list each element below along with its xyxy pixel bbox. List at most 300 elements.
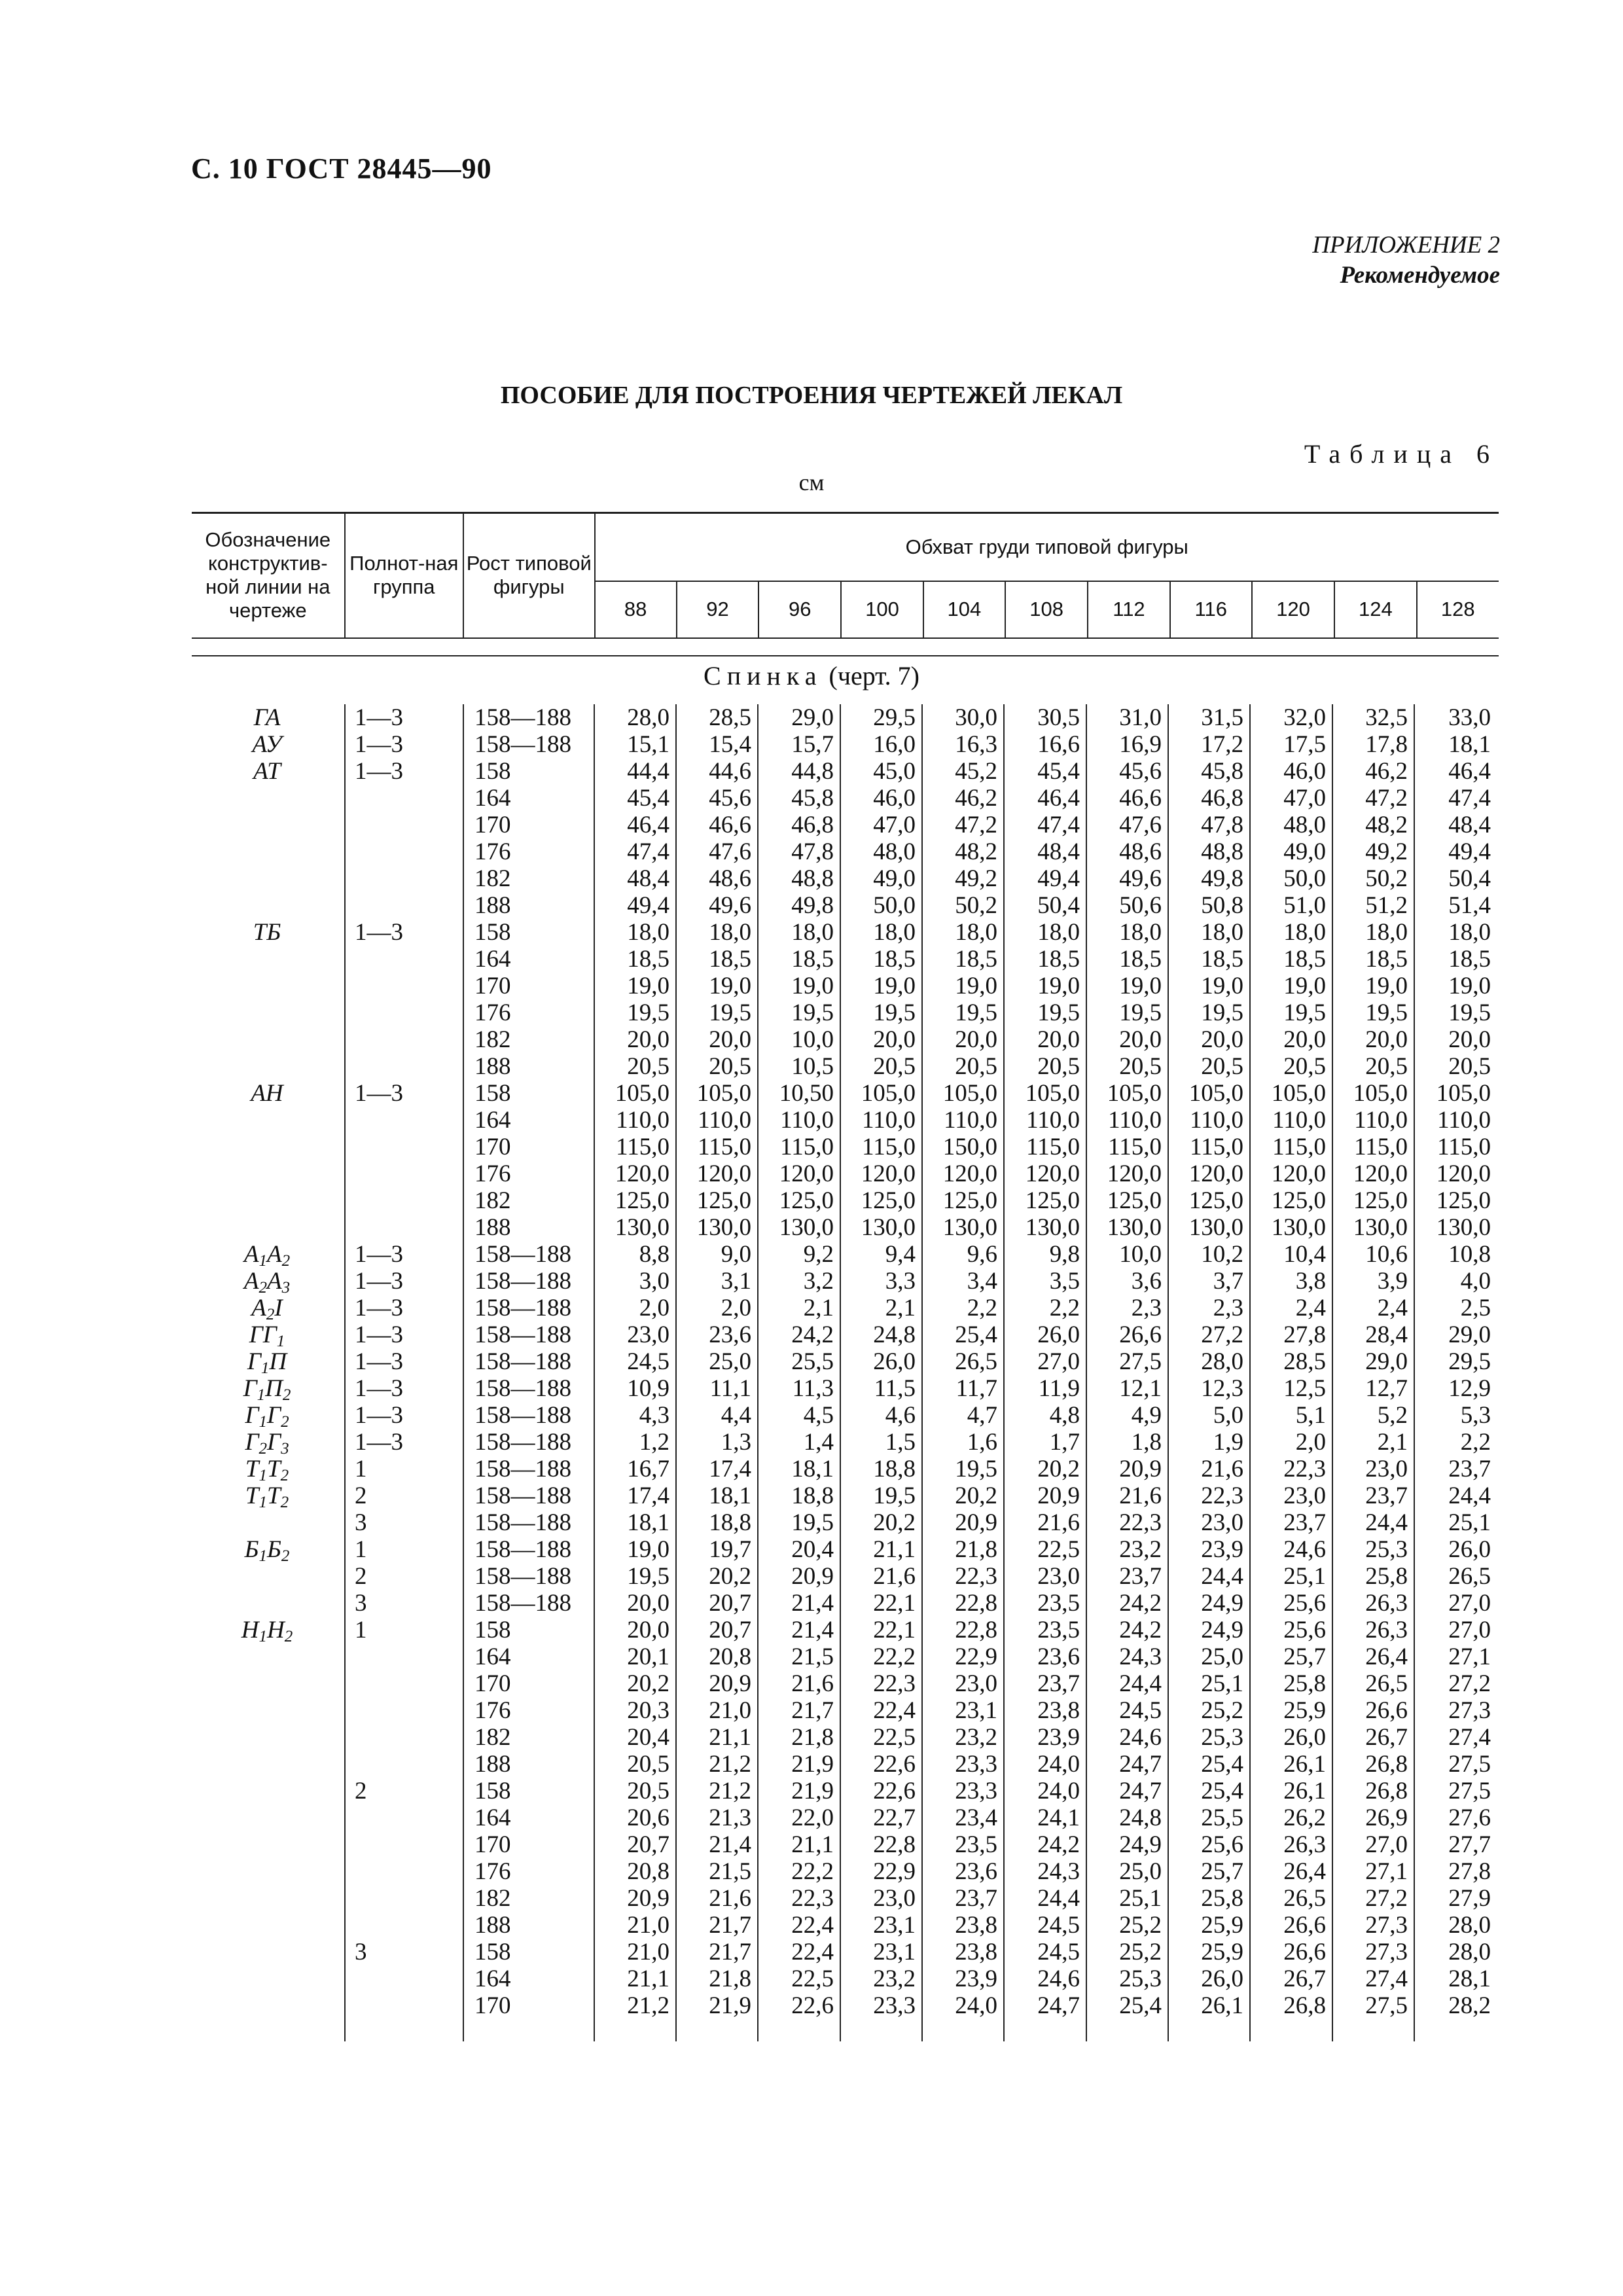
value-cell: 20,0 xyxy=(1283,1026,1326,1053)
value-cell: 130,0 xyxy=(942,1214,997,1241)
value-cell: 20,9 xyxy=(1119,1456,1162,1482)
value-cell: 22,5 xyxy=(791,1965,834,1992)
value-cell: 20,9 xyxy=(709,1670,751,1697)
value-cell: 18,5 xyxy=(1365,946,1408,973)
value-cell: 2,4 xyxy=(1295,1295,1326,1321)
value-cell: 23,4 xyxy=(955,1804,997,1831)
value-cell: 120,0 xyxy=(1271,1160,1326,1187)
value-cell: 51,2 xyxy=(1365,892,1408,919)
value-cell: 21,2 xyxy=(709,1751,751,1778)
value-cell: 29,5 xyxy=(873,704,916,731)
value-cell: 26,5 xyxy=(955,1348,997,1375)
value-cell: 19,5 xyxy=(791,999,834,1026)
value-cell: 19,0 xyxy=(1201,973,1243,999)
value-cell: 46,6 xyxy=(1119,785,1162,812)
table-row xyxy=(192,1160,1499,1187)
value-cell: 20,0 xyxy=(627,1617,669,1643)
group-cell: 1—3 xyxy=(355,1268,403,1295)
table-row xyxy=(192,1241,1499,1268)
value-cell: 23,3 xyxy=(955,1751,997,1778)
value-cell: 19,5 xyxy=(791,1509,834,1536)
value-cell: 29,0 xyxy=(791,704,834,731)
value-cell: 26,6 xyxy=(1119,1321,1162,1348)
value-cell: 21,6 xyxy=(1037,1509,1080,1536)
height-cell: 176 xyxy=(474,1858,511,1885)
value-cell: 18,0 xyxy=(1365,919,1408,946)
value-cell: 23,2 xyxy=(1119,1536,1162,1563)
value-cell: 28,0 xyxy=(1448,1912,1491,1939)
value-cell: 20,2 xyxy=(1037,1456,1080,1482)
value-cell: 23,9 xyxy=(955,1965,997,1992)
value-cell: 23,5 xyxy=(1037,1590,1080,1617)
value-cell: 19,5 xyxy=(1283,999,1326,1026)
value-cell: 27,2 xyxy=(1201,1321,1243,1348)
group-cell: 1—3 xyxy=(355,731,403,758)
value-cell: 22,1 xyxy=(873,1617,916,1643)
value-cell: 25,4 xyxy=(1119,1992,1162,2019)
value-cell: 25,3 xyxy=(1119,1965,1162,1992)
value-cell: 19,0 xyxy=(627,1536,669,1563)
value-cell: 4,5 xyxy=(803,1402,834,1429)
value-cell: 25,8 xyxy=(1201,1885,1243,1912)
value-cell: 22,3 xyxy=(791,1885,834,1912)
value-cell: 18,0 xyxy=(1201,919,1243,946)
value-cell: 16,6 xyxy=(1037,731,1080,758)
height-cell: 158—188 xyxy=(474,1482,571,1509)
height-cell: 158 xyxy=(474,919,511,946)
value-cell: 45,8 xyxy=(791,785,834,812)
section-ref: (черт. 7) xyxy=(829,661,919,691)
value-cell: 26,5 xyxy=(1448,1563,1491,1590)
height-cell: 176 xyxy=(474,838,511,865)
value-cell: 23,6 xyxy=(709,1321,751,1348)
table-row xyxy=(192,1134,1499,1160)
height-cell: 158—188 xyxy=(474,1375,571,1402)
value-cell: 120,0 xyxy=(1025,1160,1080,1187)
value-cell: 26,1 xyxy=(1283,1751,1326,1778)
value-cell: 27,5 xyxy=(1119,1348,1162,1375)
value-cell: 24,0 xyxy=(1037,1751,1080,1778)
group-cell: 3 xyxy=(355,1939,367,1965)
column-header-designation: Обозначение конструктив-ной линии на чертеже xyxy=(192,513,345,638)
value-cell: 2,0 xyxy=(639,1295,669,1321)
value-cell: 27,8 xyxy=(1283,1321,1326,1348)
girth-value-header: 124 xyxy=(1334,581,1416,638)
value-cell: 47,0 xyxy=(873,812,916,838)
appendix-block xyxy=(1312,230,1500,291)
value-cell: 23,5 xyxy=(955,1831,997,1858)
value-cell: 49,6 xyxy=(709,892,751,919)
value-cell: 1,3 xyxy=(721,1429,751,1456)
table-row xyxy=(192,1375,1499,1402)
value-cell: 2,3 xyxy=(1213,1295,1243,1321)
value-cell: 25,6 xyxy=(1283,1617,1326,1643)
value-cell: 20,9 xyxy=(1037,1482,1080,1509)
value-cell: 26,6 xyxy=(1365,1697,1408,1724)
height-cell: 170 xyxy=(474,1831,511,1858)
value-cell: 24,9 xyxy=(1119,1831,1162,1858)
value-cell: 22,4 xyxy=(873,1697,916,1724)
value-cell: 27,4 xyxy=(1365,1965,1408,1992)
designation-cell: АТ xyxy=(253,758,281,785)
value-cell: 22,6 xyxy=(873,1778,916,1804)
value-cell: 19,5 xyxy=(1448,999,1491,1026)
value-cell: 26,4 xyxy=(1283,1858,1326,1885)
table-row xyxy=(192,1804,1499,1831)
value-cell: 22,8 xyxy=(955,1590,997,1617)
column-header-girth: Обхват груди типовой фигуры xyxy=(595,513,1499,581)
table-row xyxy=(192,1724,1499,1751)
value-cell: 27,7 xyxy=(1448,1831,1491,1858)
value-cell: 27,5 xyxy=(1448,1751,1491,1778)
table-row xyxy=(192,892,1499,919)
value-cell: 12,7 xyxy=(1365,1375,1408,1402)
group-cell: 1—3 xyxy=(355,1295,403,1321)
value-cell: 12,3 xyxy=(1201,1375,1243,1402)
value-cell: 24,8 xyxy=(1119,1804,1162,1831)
value-cell: 16,9 xyxy=(1119,731,1162,758)
value-cell: 19,5 xyxy=(1201,999,1243,1026)
value-cell: 10,9 xyxy=(627,1375,669,1402)
value-cell: 24,4 xyxy=(1448,1482,1491,1509)
girth-value-header: 108 xyxy=(1005,581,1088,638)
value-cell: 20,5 xyxy=(1365,1053,1408,1080)
document-header: С. 10 ГОСТ 28445—90 xyxy=(191,152,492,185)
value-cell: 21,6 xyxy=(1119,1482,1162,1509)
height-cell: 182 xyxy=(474,1026,511,1053)
height-cell: 158 xyxy=(474,1778,511,1804)
value-cell: 21,0 xyxy=(709,1697,751,1724)
value-cell: 20,5 xyxy=(1037,1053,1080,1080)
group-cell: 2 xyxy=(355,1563,367,1590)
value-cell: 110,0 xyxy=(616,1107,669,1134)
value-cell: 48,4 xyxy=(1037,838,1080,865)
value-cell: 20,0 xyxy=(873,1026,916,1053)
value-cell: 23,7 xyxy=(1037,1670,1080,1697)
table-row xyxy=(192,1751,1499,1778)
value-cell: 23,2 xyxy=(955,1724,997,1751)
height-cell: 188 xyxy=(474,1053,511,1080)
value-cell: 5,0 xyxy=(1213,1402,1243,1429)
page-title: ПОСОБИЕ ДЛЯ ПОСТРОЕНИЯ ЧЕРТЕЖЕЙ ЛЕКАЛ xyxy=(500,382,1123,409)
value-cell: 12,1 xyxy=(1119,1375,1162,1402)
value-cell: 27,6 xyxy=(1448,1804,1491,1831)
value-cell: 18,1 xyxy=(791,1456,834,1482)
value-cell: 9,8 xyxy=(1049,1241,1080,1268)
value-cell: 26,0 xyxy=(1037,1321,1080,1348)
value-cell: 4,4 xyxy=(721,1402,751,1429)
value-cell: 26,0 xyxy=(1201,1965,1243,1992)
value-cell: 26,5 xyxy=(1283,1885,1326,1912)
height-cell: 182 xyxy=(474,1187,511,1214)
value-cell: 23,8 xyxy=(955,1912,997,1939)
value-cell: 28,1 xyxy=(1448,1965,1491,1992)
value-cell: 22,3 xyxy=(873,1670,916,1697)
designation-cell: ГА xyxy=(253,704,281,731)
height-cell: 176 xyxy=(474,1160,511,1187)
value-cell: 9,4 xyxy=(885,1241,916,1268)
value-cell: 26,5 xyxy=(1365,1670,1408,1697)
value-cell: 5,2 xyxy=(1377,1402,1408,1429)
height-cell: 176 xyxy=(474,1697,511,1724)
table-row xyxy=(192,1590,1499,1617)
value-cell: 20,1 xyxy=(627,1643,669,1670)
table-row xyxy=(192,1107,1499,1134)
value-cell: 25,2 xyxy=(1119,1912,1162,1939)
value-cell: 2,1 xyxy=(885,1295,916,1321)
value-cell: 24,7 xyxy=(1119,1778,1162,1804)
value-cell: 105,0 xyxy=(696,1080,751,1107)
table-row xyxy=(192,1026,1499,1053)
value-cell: 30,0 xyxy=(955,704,997,731)
value-cell: 46,8 xyxy=(791,812,834,838)
value-cell: 27,2 xyxy=(1365,1885,1408,1912)
value-cell: 19,7 xyxy=(709,1536,751,1563)
value-cell: 27,0 xyxy=(1037,1348,1080,1375)
height-cell: 158—188 xyxy=(474,1456,571,1482)
value-cell: 23,3 xyxy=(955,1778,997,1804)
value-cell: 3,7 xyxy=(1213,1268,1243,1295)
value-cell: 26,0 xyxy=(873,1348,916,1375)
value-cell: 22,4 xyxy=(791,1912,834,1939)
height-cell: 182 xyxy=(474,865,511,892)
value-cell: 20,0 xyxy=(955,1026,997,1053)
value-cell: 22,2 xyxy=(791,1858,834,1885)
value-cell: 24,2 xyxy=(791,1321,834,1348)
value-cell: 45,6 xyxy=(709,785,751,812)
height-cell: 158—188 xyxy=(474,1295,571,1321)
value-cell: 115,0 xyxy=(1437,1134,1491,1160)
value-cell: 46,0 xyxy=(873,785,916,812)
value-cell: 25,4 xyxy=(955,1321,997,1348)
value-cell: 110,0 xyxy=(944,1107,997,1134)
value-cell: 11,3 xyxy=(792,1375,834,1402)
value-cell: 19,5 xyxy=(955,1456,997,1482)
value-cell: 18,5 xyxy=(1037,946,1080,973)
section-name: Спинка xyxy=(704,661,823,691)
value-cell: 21,1 xyxy=(709,1724,751,1751)
value-cell: 27,9 xyxy=(1448,1885,1491,1912)
value-cell: 9,2 xyxy=(803,1241,834,1268)
value-cell: 48,6 xyxy=(709,865,751,892)
value-cell: 20,6 xyxy=(627,1804,669,1831)
value-cell: 50,4 xyxy=(1448,865,1491,892)
value-cell: 50,2 xyxy=(955,892,997,919)
value-cell: 130,0 xyxy=(615,1214,669,1241)
value-cell: 3,4 xyxy=(967,1268,997,1295)
value-cell: 29,5 xyxy=(1448,1348,1491,1375)
table-row xyxy=(192,973,1499,999)
value-cell: 21,4 xyxy=(791,1617,834,1643)
value-cell: 44,4 xyxy=(627,758,669,785)
value-cell: 47,4 xyxy=(1037,812,1080,838)
value-cell: 23,6 xyxy=(1037,1643,1080,1670)
value-cell: 2,1 xyxy=(803,1295,834,1321)
height-cell: 182 xyxy=(474,1724,511,1751)
value-cell: 19,5 xyxy=(1365,999,1408,1026)
value-cell: 24,4 xyxy=(1201,1563,1243,1590)
value-cell: 31,5 xyxy=(1201,704,1243,731)
value-cell: 27,0 xyxy=(1448,1590,1491,1617)
table-row xyxy=(192,1321,1499,1348)
value-cell: 21,9 xyxy=(709,1992,751,2019)
value-cell: 28,2 xyxy=(1448,1992,1491,2019)
value-cell: 24,4 xyxy=(1365,1509,1408,1536)
value-cell: 3,1 xyxy=(721,1268,751,1295)
value-cell: 46,4 xyxy=(627,812,669,838)
value-cell: 26,6 xyxy=(1283,1912,1326,1939)
value-cell: 50,4 xyxy=(1037,892,1080,919)
value-cell: 1,2 xyxy=(639,1429,669,1456)
value-cell: 50,0 xyxy=(1283,865,1326,892)
value-cell: 25,5 xyxy=(1201,1804,1243,1831)
value-cell: 50,0 xyxy=(873,892,916,919)
value-cell: 24,3 xyxy=(1037,1858,1080,1885)
value-cell: 20,0 xyxy=(1365,1026,1408,1053)
value-cell: 45,6 xyxy=(1119,758,1162,785)
value-cell: 21,9 xyxy=(791,1751,834,1778)
table-row xyxy=(192,1482,1499,1509)
height-cell: 158—188 xyxy=(474,704,571,731)
value-cell: 20,5 xyxy=(627,1751,669,1778)
value-cell: 105,0 xyxy=(615,1080,669,1107)
value-cell: 19,0 xyxy=(791,973,834,999)
value-cell: 22,9 xyxy=(873,1858,916,1885)
value-cell: 21,4 xyxy=(709,1831,751,1858)
table-body xyxy=(192,704,1499,2041)
table-row xyxy=(192,1858,1499,1885)
value-cell: 23,7 xyxy=(1283,1509,1326,1536)
value-cell: 19,0 xyxy=(1119,973,1162,999)
value-cell: 20,2 xyxy=(627,1670,669,1697)
value-cell: 20,8 xyxy=(627,1858,669,1885)
value-cell: 25,9 xyxy=(1201,1939,1243,1965)
table-row xyxy=(192,999,1499,1026)
table-row xyxy=(192,1456,1499,1482)
height-cell: 158—188 xyxy=(474,1429,571,1456)
value-cell: 19,5 xyxy=(873,1482,916,1509)
value-cell: 23,0 xyxy=(873,1885,916,1912)
designation-cell: $А_2А_3$ xyxy=(243,1268,291,1297)
table-row xyxy=(192,758,1499,785)
value-cell: 51,4 xyxy=(1448,892,1491,919)
table-row xyxy=(192,919,1499,946)
value-cell: 23,8 xyxy=(1037,1697,1080,1724)
value-cell: 47,6 xyxy=(1119,812,1162,838)
value-cell: 2,2 xyxy=(1049,1295,1080,1321)
value-cell: 48,6 xyxy=(1119,838,1162,865)
value-cell: 130,0 xyxy=(696,1214,751,1241)
value-cell: 26,8 xyxy=(1365,1751,1408,1778)
value-cell: 105,0 xyxy=(1353,1080,1408,1107)
value-cell: 20,5 xyxy=(873,1053,916,1080)
value-cell: 23,0 xyxy=(1037,1563,1080,1590)
value-cell: 24,6 xyxy=(1037,1965,1080,1992)
value-cell: 115,0 xyxy=(780,1134,834,1160)
value-cell: 26,8 xyxy=(1365,1778,1408,1804)
value-cell: 24,5 xyxy=(1037,1939,1080,1965)
value-cell: 20,5 xyxy=(1283,1053,1326,1080)
value-cell: 20,9 xyxy=(955,1509,997,1536)
height-cell: 158—188 xyxy=(474,1402,571,1429)
value-cell: 18,8 xyxy=(709,1509,751,1536)
value-cell: 31,0 xyxy=(1119,704,1162,731)
designation-cell: $Г_2Г_3$ xyxy=(245,1429,289,1458)
value-cell: 110,0 xyxy=(780,1107,834,1134)
value-cell: 130,0 xyxy=(861,1214,916,1241)
value-cell: 2,4 xyxy=(1377,1295,1408,1321)
value-cell: 25,0 xyxy=(1119,1858,1162,1885)
value-cell: 12,9 xyxy=(1448,1375,1491,1402)
value-cell: 25,1 xyxy=(1201,1670,1243,1697)
value-cell: 125,0 xyxy=(696,1187,751,1214)
value-cell: 22,9 xyxy=(955,1643,997,1670)
value-cell: 15,4 xyxy=(709,731,751,758)
value-cell: 22,3 xyxy=(1119,1509,1162,1536)
value-cell: 28,5 xyxy=(709,704,751,731)
value-cell: 24,4 xyxy=(1037,1885,1080,1912)
value-cell: 19,5 xyxy=(955,999,997,1026)
value-cell: 2,3 xyxy=(1131,1295,1162,1321)
value-cell: 105,0 xyxy=(1188,1080,1243,1107)
value-cell: 44,8 xyxy=(791,758,834,785)
value-cell: 5,3 xyxy=(1460,1402,1491,1429)
value-cell: 18,0 xyxy=(709,919,751,946)
value-cell: 50,2 xyxy=(1365,865,1408,892)
value-cell: 24,1 xyxy=(1037,1804,1080,1831)
value-cell: 24,2 xyxy=(1119,1617,1162,1643)
value-cell: 18,0 xyxy=(1037,919,1080,946)
value-cell: 20,0 xyxy=(709,1026,751,1053)
designation-cell: ТБ xyxy=(253,919,281,946)
girth-value-header: 120 xyxy=(1252,581,1334,638)
value-cell: 27,5 xyxy=(1448,1778,1491,1804)
value-cell: 21,2 xyxy=(709,1778,751,1804)
value-cell: 3,2 xyxy=(803,1268,834,1295)
value-cell: 125,0 xyxy=(1353,1187,1408,1214)
value-cell: 25,8 xyxy=(1283,1670,1326,1697)
value-cell: 47,4 xyxy=(1448,785,1491,812)
value-cell: 48,0 xyxy=(1283,812,1326,838)
value-cell: 25,3 xyxy=(1365,1536,1408,1563)
value-cell: 115,0 xyxy=(616,1134,669,1160)
value-cell: 18,5 xyxy=(955,946,997,973)
value-cell: 3,0 xyxy=(639,1268,669,1295)
value-cell: 46,2 xyxy=(1365,758,1408,785)
value-cell: 130,0 xyxy=(1188,1214,1243,1241)
value-cell: 105,0 xyxy=(1107,1080,1162,1107)
value-cell: 18,5 xyxy=(1283,946,1326,973)
value-cell: 18,5 xyxy=(1201,946,1243,973)
value-cell: 10,50 xyxy=(779,1080,834,1107)
value-cell: 110,0 xyxy=(1437,1107,1491,1134)
value-cell: 46,2 xyxy=(955,785,997,812)
girth-value-header: 88 xyxy=(595,581,677,638)
value-cell: 20,5 xyxy=(955,1053,997,1080)
value-cell: 115,0 xyxy=(1108,1134,1162,1160)
girth-value-header: 100 xyxy=(841,581,923,638)
value-cell: 27,0 xyxy=(1448,1617,1491,1643)
height-cell: 188 xyxy=(474,892,511,919)
height-cell: 164 xyxy=(474,1643,511,1670)
value-cell: 25,6 xyxy=(1201,1831,1243,1858)
value-cell: 110,0 xyxy=(1108,1107,1162,1134)
value-cell: 25,7 xyxy=(1283,1643,1326,1670)
table-row xyxy=(192,1214,1499,1241)
height-cell: 170 xyxy=(474,973,511,999)
value-cell: 19,0 xyxy=(873,973,916,999)
value-cell: 9,6 xyxy=(967,1241,997,1268)
